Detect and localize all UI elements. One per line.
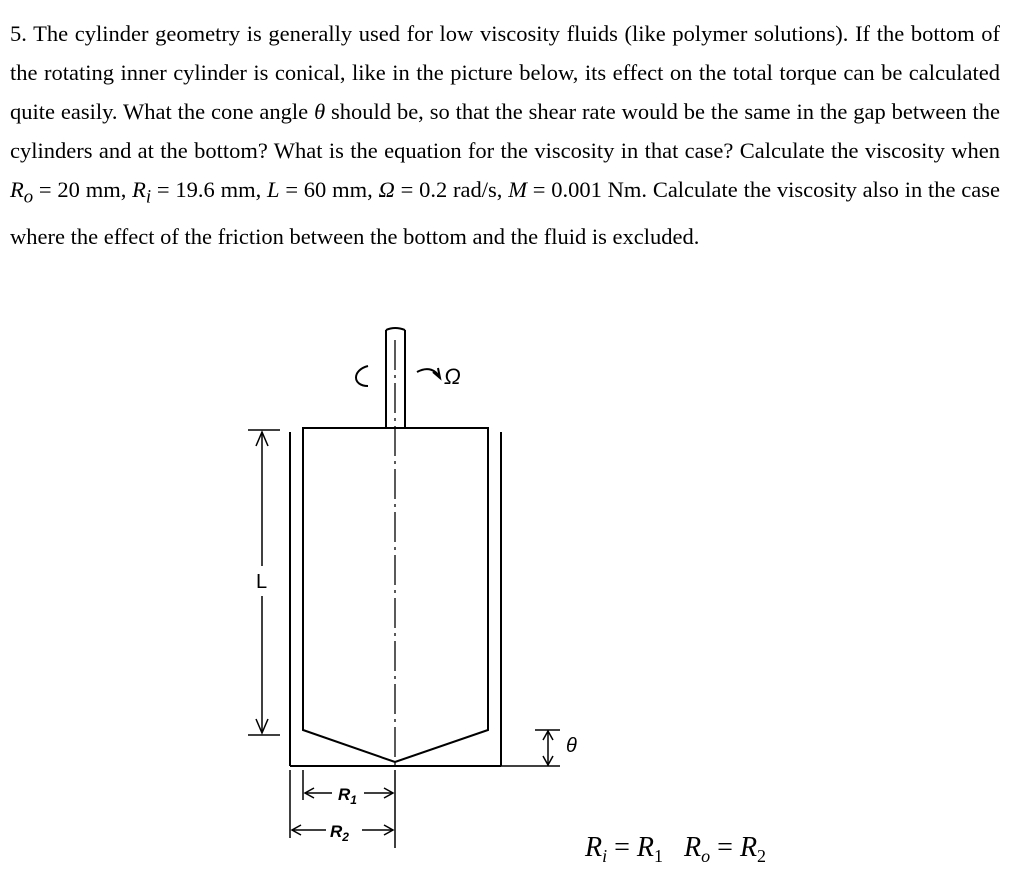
- m-symbol: M: [508, 177, 527, 202]
- ri-symbol: R: [132, 177, 146, 202]
- problem-seg1: The cylinder geometry is generally used for low viscosity fluids (like polymer solutions). If the bottom of the rotating inner cylinder is conical, like in the picture below, its effect on the total torque can be calculated quite easily. What the cone angle: [10, 21, 1000, 124]
- rotation-arrow-right: [417, 369, 440, 378]
- omega-value: = 0.2 rad/s,: [394, 177, 509, 202]
- theta-symbol: θ: [314, 99, 326, 124]
- ri-subscript: i: [145, 186, 152, 208]
- eq-ro-lhs-sub: o: [701, 846, 711, 866]
- radius-equation: [585, 832, 766, 867]
- ro-symbol: R: [10, 177, 24, 202]
- eq-ri-lhs-sub: i: [602, 846, 608, 866]
- r1-label: $R_1$: [338, 785, 357, 807]
- eq-ri-rhs-sub: 1: [654, 846, 664, 866]
- problem-seg2: should be, so that the shear rate would be the same in the gap between the cylinders and at the bottom? What is the equation for the viscosity in that case? Calculate the viscosity when: [10, 99, 1000, 163]
- l-symbol: L: [267, 177, 280, 202]
- eq-ro-rhs-sub: 2: [757, 846, 767, 866]
- ri-value: = 19.6 mm,: [151, 177, 267, 202]
- eq-ri-lhs: R: [585, 832, 603, 863]
- eq-ro-lhs: R: [684, 832, 702, 863]
- rotation-arrow-left: [356, 366, 368, 386]
- l-value: = 60 mm,: [279, 177, 379, 202]
- eq-ri-equals: =: [607, 832, 637, 863]
- omega-label: Ω: [444, 364, 461, 389]
- shaft-top: [386, 328, 405, 330]
- ro-subscript: o: [23, 186, 34, 208]
- m-value: = 0.001 Nm. Calculate the viscosity also in the case where the effect of the friction between the bottom and the fluid is excluded.: [10, 177, 1000, 249]
- eq-ro-equals: =: [710, 832, 740, 863]
- l-label: L: [256, 571, 268, 593]
- theta-label: θ: [566, 735, 577, 757]
- eq-ri-rhs: R: [636, 832, 655, 863]
- problem-number: 5.: [10, 21, 27, 46]
- omega-symbol: Ω: [378, 177, 395, 202]
- r2-label: $R_2$: [330, 822, 349, 844]
- ro-value: = 20 mm,: [33, 177, 133, 202]
- eq-ro-rhs: R: [739, 832, 758, 863]
